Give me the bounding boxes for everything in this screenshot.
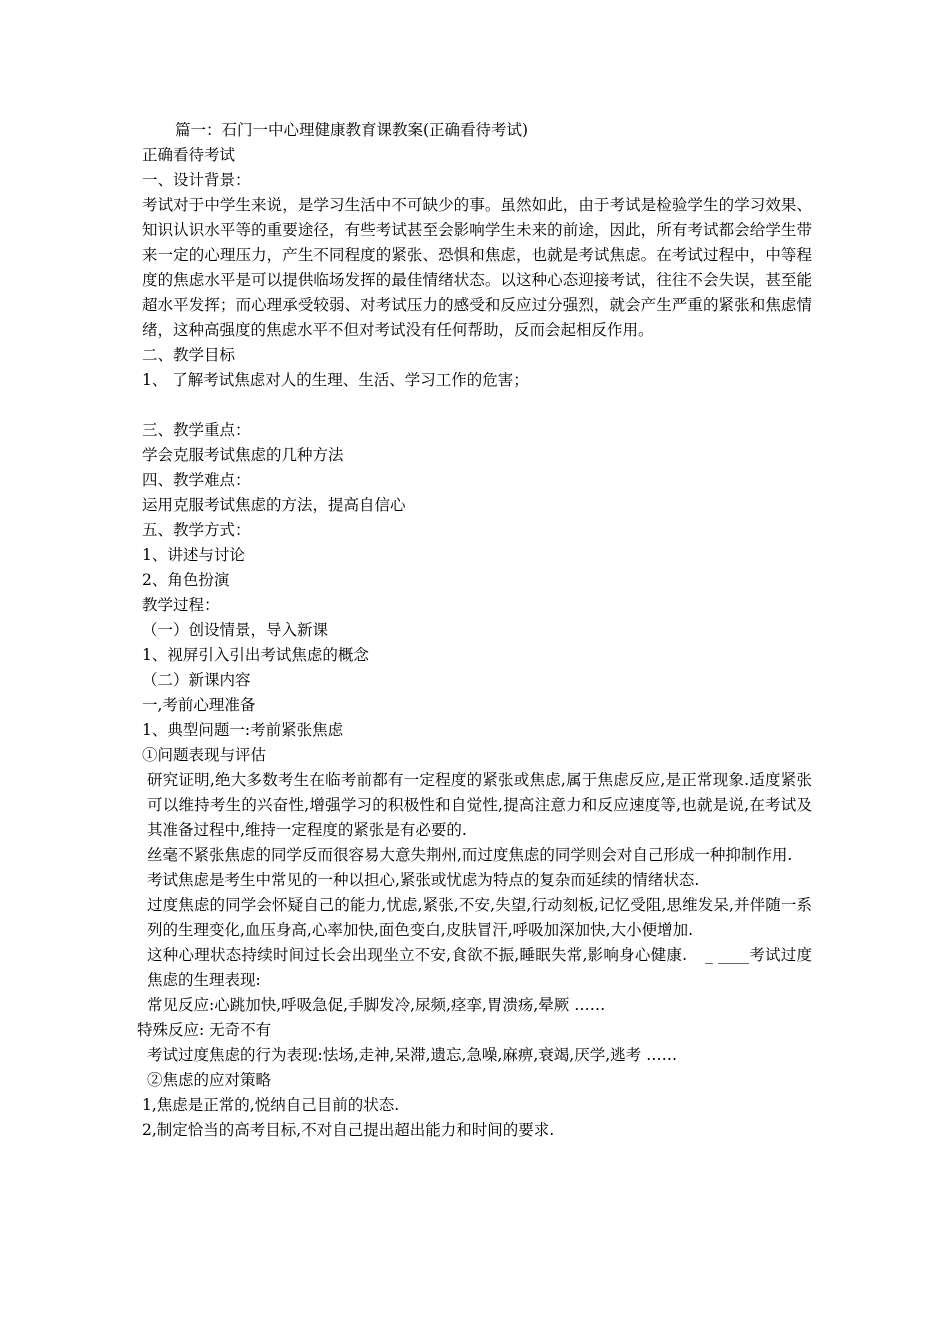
section-heading: 一、设计背景： (142, 171, 251, 189)
section-heading: 四、教学难点： (142, 471, 251, 489)
paragraph: 研究证明,绝大多数考生在临考前都有一定程度的紧张或焦虑,属于焦虑反应,是正常现象.适度紧张可以维持考生的兴奋性,增强学习的积极性和自觉性,提高注意力和反应速度等,也就是说,在考试及其准备过程中,维持一定程度的紧张是有必要的. (147, 771, 812, 839)
paragraph: 过度焦虑的同学会怀疑自己的能力,忧虑,紧张,不安,失望,行动刻板,记忆受阻,思维发呆,并伴随一系列的生理变化,血压身高,心率加快,面色变白,皮肤冒汗,呼吸加深加快,大小便增加. (147, 896, 812, 939)
text-line: 考试过度焦虑的行为表现:怯场,走神,呆滞,遗忘,急噪,麻痹,衰竭,厌学,逃考 …… (147, 1046, 678, 1064)
document-body (137, 118, 812, 1143)
list-item: 2,制定恰当的高考目标,不对自己提出超出能力和时间的要求. (142, 1121, 555, 1139)
paragraph: 考试对于中学生来说，是学习生活中不可缺少的事。虽然如此，由于考试是检验学生的学习效果、知识认识水平等的重要途径，有些考试甚至会影响学生未来的前途，因此，所有考试都会给学生带来一定的心理压力，产生不同程度的紧张、恐惧和焦虑，也就是考试焦虑。在考试过程中，中等程度的焦虑水平是可以提供临场发挥的最佳情绪状态。以这种心态迎接考试，往往不会失误，甚至能超水平发挥；而心理承受较弱、对考试压力的感受和反应过分强烈，就会产生严重的紧张和焦虑情绪，这种高强度的焦虑水平不但对考试没有任何帮助，反而会起相反作用。 (142, 196, 812, 339)
subsection-heading: 一,考前心理准备 (142, 696, 256, 714)
list-item: 1,焦虑是正常的,悦纳自己目前的状态. (142, 1096, 400, 1114)
list-item: 1、 了解考试焦虑对人的生理、生活、学习工作的危害； (142, 371, 529, 389)
subsection-heading: （二）新课内容 (142, 671, 251, 689)
paragraph (137, 943, 812, 993)
section-heading: 二、教学目标 (142, 346, 236, 364)
section-heading: 三、教学重点： (142, 421, 251, 439)
list-item: 1、讲述与讨论 (142, 546, 245, 564)
subsection-heading: ①问题表现与评估 (142, 746, 267, 764)
text-line: 运用克服考试焦虑的方法，提高自信心 (142, 496, 406, 514)
text-line: 学会克服考试焦虑的几种方法 (142, 446, 344, 464)
list-item: 2、角色扮演 (142, 571, 230, 589)
subsection-heading: ②焦虑的应对策略 (147, 1071, 272, 1089)
section-heading: 五、教学方式： (142, 521, 251, 539)
list-item: 1、典型问题一:考前紧张焦虑 (142, 721, 344, 739)
document-title: 篇一：石门一中心理健康教育课教案(正确看待考试) (175, 121, 529, 139)
paragraph: 考试焦虑是考生中常见的一种以担心,紧张或忧虑为特点的复杂而延续的情绪状态. (147, 871, 700, 889)
list-item: 1、视屏引入引出考试焦虑的概念 (142, 646, 369, 664)
section-heading: 正确看待考试 (142, 146, 236, 164)
paragraph-text: 这种心理状态持续时间过长会出现坐立不安,食欲不振,睡眠失常,影响身心健康. (147, 946, 688, 964)
text-line: 常见反应:心跳加快,呼吸急促,手脚发冷,尿频,痉挛,胃溃疡,晕厥 …… (147, 996, 606, 1014)
subsection-heading: （一）创设情景，导入新课 (142, 621, 329, 639)
paragraph: 丝毫不紧张焦虑的同学反而很容易大意失荆州,而过度焦虑的同学则会对自己形成一种抑制作用. (147, 846, 793, 864)
text-line: 特殊反应: 无奇不有 (137, 1021, 272, 1039)
section-heading: 教学过程： (142, 596, 220, 614)
paragraph-text: _ ____考试过度焦虑的生理表现: (147, 946, 812, 989)
blank-gap (137, 393, 812, 418)
